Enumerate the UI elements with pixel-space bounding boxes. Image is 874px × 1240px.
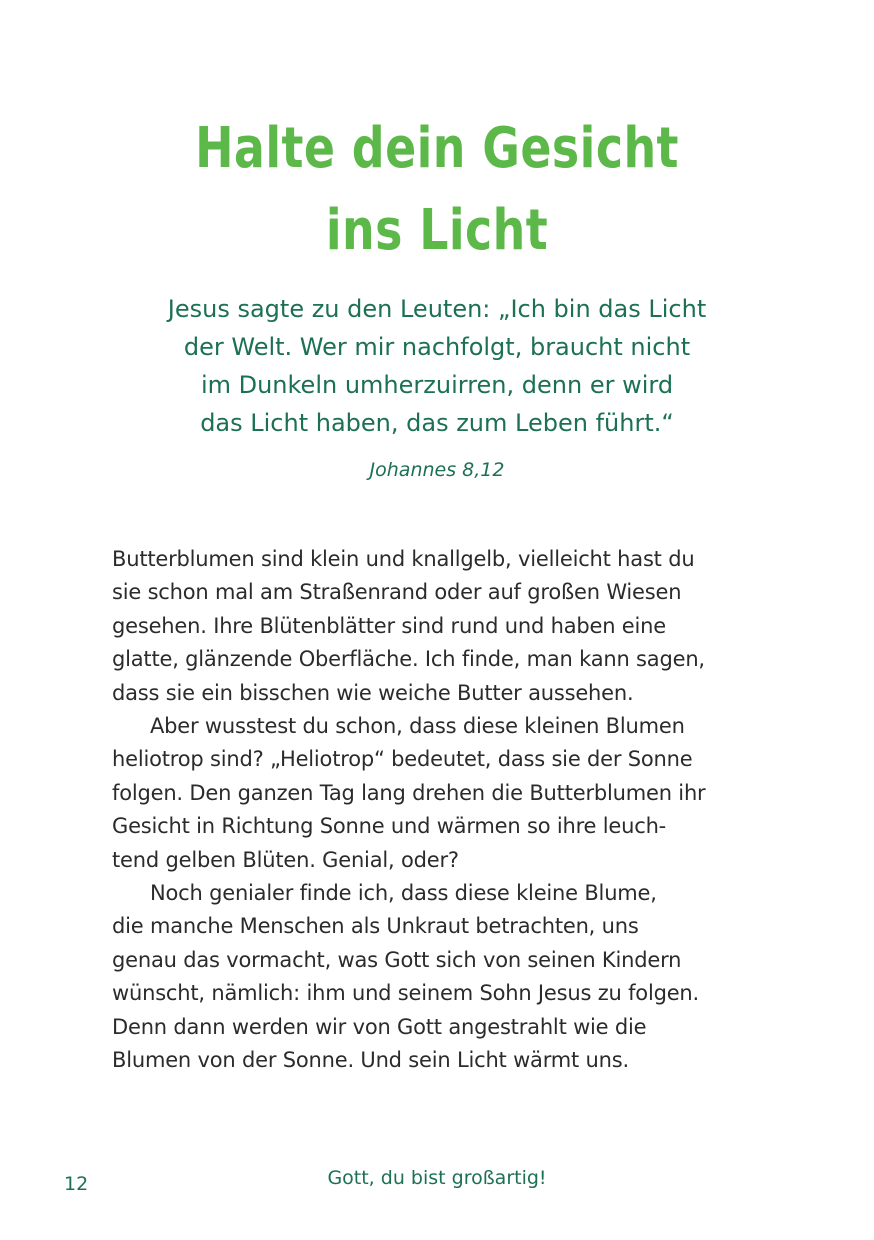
body-line: glatte, glänzende Oberfläche. Ich finde, man kann sagen, <box>112 647 705 672</box>
verse-line: Jesus sagte zu den Leuten: „Ich bin das Licht <box>167 295 707 323</box>
page-number: 12 <box>64 1173 89 1195</box>
body-line: sie schon mal am Straßenrand oder auf großen Wiesen <box>112 580 682 605</box>
body-line: tend gelben Blüten. Genial, oder? <box>112 847 459 872</box>
body-line: Butterblumen sind klein und knallgelb, vielleicht hast du <box>112 547 695 571</box>
body-line: heliotrop sind? „Heliotrop“ bedeutet, dass sie der Sonne <box>112 747 693 772</box>
body-line: Noch genialer finde ich, dass diese kleine Blume, <box>150 881 657 906</box>
page-title-line-2: ins Licht <box>325 198 549 263</box>
page-title-line-1: Halte dein Gesicht <box>195 116 679 181</box>
bible-verse <box>90 290 784 442</box>
verse-line: der Welt. Wer mir nachfolgt, braucht nicht <box>183 333 691 361</box>
body-line: die manche Menschen als Unkraut betrachten, uns <box>112 914 639 939</box>
body-line: wünscht, nämlich: ihm und seinem Sohn Jesus zu folgen. <box>112 981 700 1006</box>
body-line: Blumen von der Sonne. Und sein Licht wärmt uns. <box>112 1048 629 1073</box>
body-line: folgen. Den ganzen Tag lang drehen die Butterblumen ihr <box>112 780 706 805</box>
body-text <box>112 543 772 1078</box>
verse-reference: Johannes 8,12 <box>369 459 505 481</box>
body-line: gesehen. Ihre Blütenblätter sind rund und haben eine <box>112 613 666 638</box>
body-line: genau das vormacht, was Gott sich von seinen Kindern <box>112 947 682 972</box>
body-line: Denn dann werden wir von Gott angestrahlt wie die <box>112 1014 647 1039</box>
page-title <box>79 108 796 272</box>
running-footer-title: Gott, du bist großartig! <box>327 1167 547 1189</box>
body-line: Gesicht in Richtung Sonne und wärmen so ihre leuch- <box>112 814 667 839</box>
verse-line: das Licht haben, das zum Leben führt.“ <box>200 409 674 437</box>
body-line: dass sie ein bisschen wie weiche Butter aussehen. <box>112 680 634 705</box>
verse-line: im Dunkeln umherzuirren, denn er wird <box>200 371 674 399</box>
body-line: Aber wusstest du schon, dass diese kleinen Blumen <box>150 714 685 739</box>
